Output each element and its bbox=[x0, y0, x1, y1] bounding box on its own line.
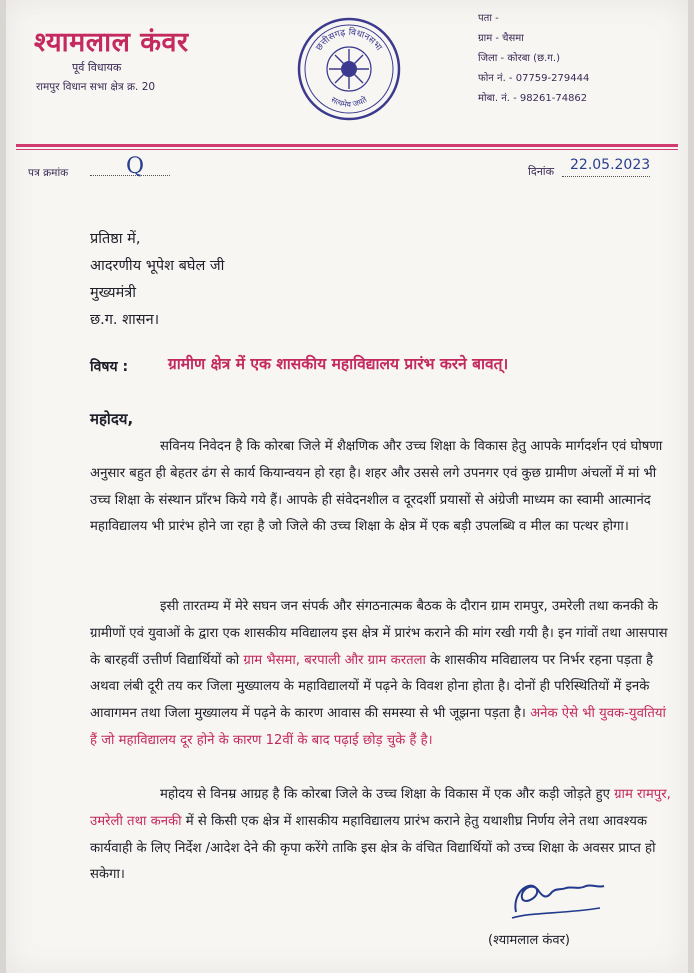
assembly-seal-icon bbox=[296, 16, 402, 122]
sender-constituency: रामपुर विधान सभा क्षेत्र क्र. 20 bbox=[36, 81, 156, 93]
letter-sheet bbox=[6, 0, 688, 973]
seal-text: छत्तीसगढ़ विधानसभा bbox=[314, 27, 384, 53]
address-line: जिला - कोरबा (छ.ग.) bbox=[478, 53, 560, 64]
signature-icon bbox=[502, 872, 612, 928]
paragraph-text: महोदय से विनम्र आग्रह है कि कोरबा जिले के उच्च शिक्षा के विकास में एक और कड़ी जोड़ते हुए bbox=[160, 787, 615, 802]
reference-label: पत्र क्रमांक bbox=[28, 167, 69, 179]
header-divider bbox=[16, 149, 678, 150]
paragraph-text: में से किसी एक क्षेत्र में शासकीय महाविद्यालय प्रारंभ कराने हेतु यथाशीघ्र निर्णय लेने तथा आवश्यक कार्यवाही के लिए निर्देश /आदेश देने की कृपा करेंगे ताकि इस क्षेत्र के वंचित विद्यार्थियों को उच्च शिक्षा के अवसर प्राप्त हो सकेगा। bbox=[90, 813, 656, 883]
paragraph-text: के शासकीय मविद्यालय पर निर्भर रहना पड़ता है अथवा लंबी दूरी तय कर जिला मुख्यालय के महाविद्यालयों में पढ़ने के विवश होना होता है। दोनों ही परिस्थितियों में इनके आवागमन तथा जिला मुख्यालय में पढ़ने के कारण आवास की समस्या से भी जूझना पड़ता है। bbox=[90, 652, 653, 722]
date-label: दिनांक bbox=[528, 165, 555, 178]
date-dotted-line bbox=[562, 176, 650, 177]
seal-motto: सत्यमेव जयते bbox=[329, 95, 369, 110]
reference-number: Q bbox=[126, 154, 145, 179]
date-value: 22.05.2023 bbox=[570, 157, 651, 173]
body-paragraph bbox=[90, 594, 672, 755]
recipient-line: मुख्यमंत्री bbox=[90, 285, 136, 301]
highlighted-villages: ग्राम भैसमा, बरपाली और ग्राम करतला bbox=[243, 652, 426, 668]
body-paragraph bbox=[90, 434, 672, 541]
address-line: पता - bbox=[478, 13, 499, 24]
subject-label: विषय : bbox=[90, 359, 129, 375]
header-divider bbox=[16, 144, 678, 147]
sender-name: श्यामलाल कंवर bbox=[34, 27, 189, 58]
paragraph-text: सविनय निवेदन है कि कोरबा जिले में शैक्षणिक और उच्च शिक्षा के विकास हेतु आपके मार्गदर्शन एवं घोषणा अनुसार बहुत ही बेहतर ढंग से कार्य कियान्वयन हो रहा है। शहर और उससे लगे उपनगर एवं कुछ ग्रामीण अंचलों में मां भी उच्च शिक्षा के संस्थान प्राँरभ किये गये हैं। आपके ही संवेदनशील व दूरदर्शी प्रयासों से अंग्रेजी माध्यम का स्वामी आत्मानंद महाविद्यालय भी प्रारंभ होने जा रहा है जो जिले की उच्च शिक्षा के क्षेत्र में एक बड़ी उपलब्धि व मील का पत्थर होगा। bbox=[90, 439, 663, 535]
signatory-name: (श्यामलाल कंवर) bbox=[488, 933, 571, 948]
highlighted-dropout-note: अनेक ऐसे भी युवक-युवतियां हैं जो महाविद्यालय दूर होने के कारण 12वीं के बाद पढ़ाई छोड़ चुके हैं है। bbox=[90, 706, 666, 748]
sender-designation: पूर्व विधायक bbox=[72, 61, 122, 74]
svg-text:सत्यमेव जयते bbox=[330, 94, 369, 109]
address-line: फोन नं. - 07759-279444 bbox=[478, 73, 590, 84]
salutation: महोदय, bbox=[90, 410, 134, 428]
address-line: मोबा. नं. - 98261-74862 bbox=[478, 93, 588, 104]
address-line: ग्राम - चैसमा bbox=[478, 33, 524, 44]
paragraph-text: इसी तारतम्य में मेरे सघन जन संपर्क और संगठनात्मक बैठक के दौरान ग्राम रामपुर, उमरेली तथा कनकी के ग्रामीणों एवं युवाओं के द्वारा एक शासकीय मविद्यालय इस क्षेत्र में प्रारंभ कराने की मांग रखी गयी है। इन गांवों तथा आसपास के बारहवीं उत्तीर्ण विद्यार्थियों को bbox=[90, 599, 668, 668]
highlighted-villages: ग्राम रामपुर, उमरेली तथा कनकी bbox=[90, 787, 671, 829]
recipient-line: प्रतिष्ठा में, bbox=[90, 231, 141, 247]
recipient-line: आदरणीय भूपेश बघेल जी bbox=[90, 258, 225, 274]
subject-text: ग्रामीण क्षेत्र में एक शासकीय महाविद्यालय प्रारंभ करने बावत्। bbox=[168, 355, 509, 373]
recipient-line: छ.ग. शासन। bbox=[90, 312, 160, 328]
